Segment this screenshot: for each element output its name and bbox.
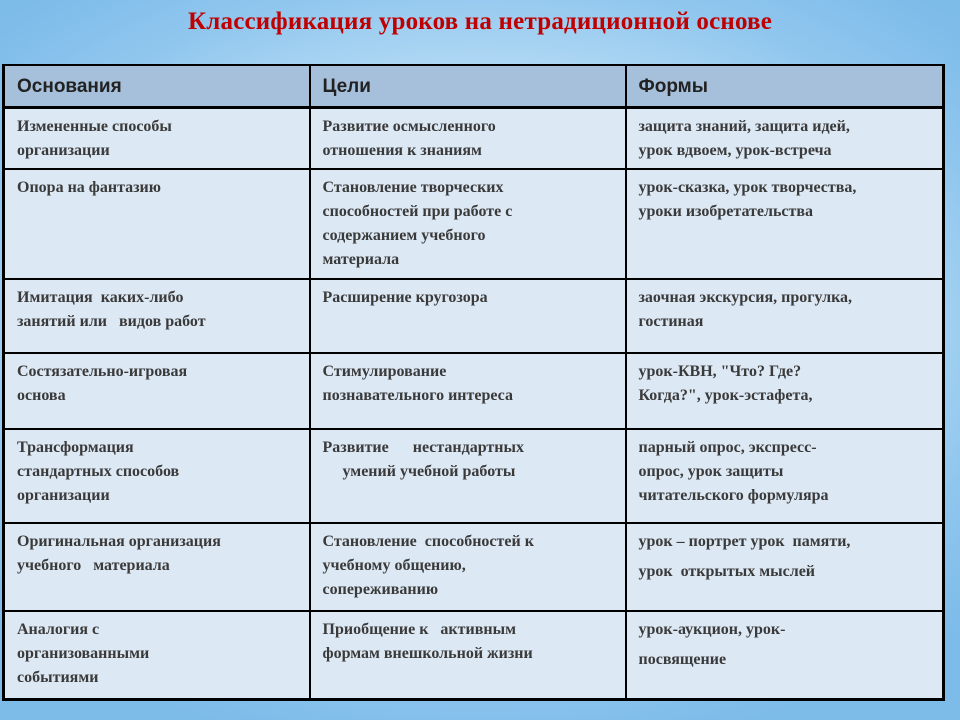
cell-line: занятий или видов работ	[17, 313, 206, 330]
cell-line: учебного материала	[17, 557, 170, 574]
cell-forms	[626, 429, 944, 523]
header-forms: Формы	[626, 65, 944, 107]
cell-line: Аналогия с	[17, 621, 100, 638]
cell-forms	[626, 279, 944, 353]
cell-goal	[310, 523, 626, 611]
cell-line: организованными	[17, 645, 150, 662]
cell-line: урок-сказка, урок творчества,	[638, 179, 857, 196]
cell-line: Расширение кругозора	[322, 289, 488, 306]
cell-line: учебному общению,	[322, 557, 466, 574]
cell-line: способностей при работе с	[322, 203, 513, 220]
table-row	[4, 429, 944, 523]
cell-line: Стимулирование	[322, 363, 447, 380]
cell-line: сопереживанию	[322, 581, 439, 598]
cell-line: умений учебной работы	[342, 463, 516, 480]
cell-basis	[4, 353, 310, 429]
cell-line: заочная экскурсия, прогулка,	[638, 289, 853, 306]
cell-line: Становление творческих	[322, 179, 504, 196]
cell-line: Приобщение к активным	[322, 621, 516, 638]
cell-line: отношения к знаниям	[322, 141, 482, 159]
cell-line: событиями	[17, 669, 99, 686]
cell-line: Развитие осмысленного	[322, 117, 496, 135]
cell-goal	[310, 429, 626, 523]
cell-line: формам внешкольной жизни	[322, 645, 533, 662]
cell-line: стандартных способов	[17, 463, 180, 480]
cell-line: парный опрос, экспресс-	[638, 439, 817, 456]
cell-goal	[310, 169, 626, 279]
cell-forms	[626, 523, 944, 611]
cell-forms	[626, 353, 944, 429]
cell-line: гостиная	[638, 313, 704, 330]
cell-line: опрос, урок защиты	[638, 463, 784, 480]
table-row	[4, 169, 944, 279]
cell-goal	[310, 611, 626, 699]
cell-line: содержанием учебного	[322, 227, 486, 244]
cell-line: посвящение	[638, 651, 727, 668]
cell-line: урок вдвоем, урок-встреча	[638, 141, 832, 159]
table-row	[4, 353, 944, 429]
cell-line: Трансформация	[17, 439, 134, 456]
table-row	[4, 279, 944, 353]
table-row	[4, 107, 944, 169]
cell-basis	[4, 523, 310, 611]
cell-goal	[310, 353, 626, 429]
cell-basis	[4, 279, 310, 353]
cell-line: урок-КВН, "Что? Где?	[638, 363, 802, 380]
cell-forms	[626, 169, 944, 279]
cell-line: защита знаний, защита идей,	[638, 117, 850, 135]
cell-line: познавательного интереса	[322, 387, 513, 404]
cell-line: Состязательно-игровая	[17, 363, 188, 380]
cell-line: читательского формуляра	[638, 487, 829, 504]
cell-line: Опора на фантазию	[17, 179, 161, 196]
classification-table-wrapper	[2, 64, 942, 701]
cell-basis	[4, 429, 310, 523]
cell-line: Измененные способы	[17, 117, 172, 135]
classification-table	[2, 64, 945, 701]
cell-line: Имитация каких-либо	[17, 289, 184, 306]
cell-line: уроки изобретательства	[638, 203, 814, 220]
cell-basis	[4, 169, 310, 279]
cell-line: Развитие нестандартных	[322, 439, 524, 456]
cell-line: Становление способностей к	[322, 533, 534, 550]
cell-line: урок открытых мыслей	[638, 563, 816, 580]
cell-line: материала	[322, 251, 400, 268]
cell-line: организации	[17, 487, 110, 504]
cell-line: Когда?", урок-эстафета,	[638, 387, 813, 404]
table-header-row	[4, 65, 944, 107]
cell-goal	[310, 107, 626, 169]
table-row	[4, 611, 944, 699]
cell-line: урок – портрет урок памяти,	[638, 533, 851, 550]
cell-line: организации	[17, 141, 110, 159]
cell-basis	[4, 611, 310, 699]
cell-goal	[310, 279, 626, 353]
table-row	[4, 523, 944, 611]
header-goals: Цели	[310, 65, 626, 107]
cell-line: Оригинальная организация	[17, 533, 221, 550]
cell-line: основа	[17, 387, 66, 404]
page-title: Классификация уроков на нетрадиционной основе	[187, 8, 773, 35]
header-basis: Основания	[4, 65, 310, 107]
cell-basis	[4, 107, 310, 169]
cell-line: урок-аукцион, урок-	[638, 621, 786, 638]
cell-forms	[626, 107, 944, 169]
cell-forms	[626, 611, 944, 699]
